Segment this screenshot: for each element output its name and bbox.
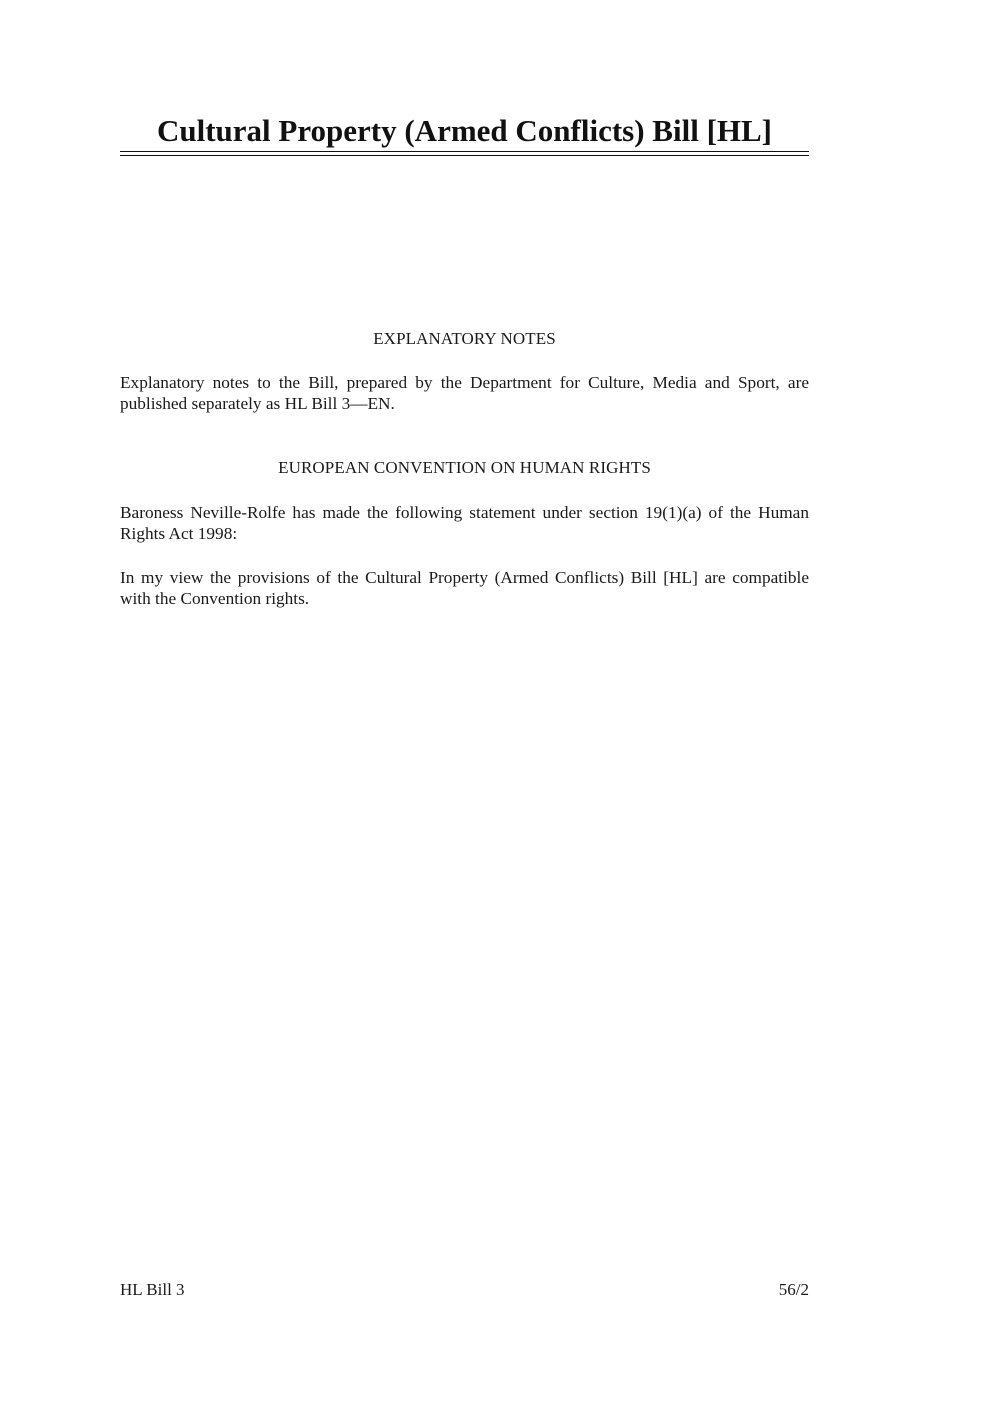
section-heading-explanatory-notes: EXPLANATORY NOTES (373, 329, 556, 348)
echr-statement-intro: Baroness Neville-Rolfe has made the following statement under section 19(1)(a) of the Human Rights Act 1998: (120, 503, 809, 543)
title-rule-upper (120, 151, 809, 152)
echr-statement-compatibility: In my view the provisions of the Cultural Property (Armed Conflicts) Bill [HL] are compatible with the Convention rights. (120, 568, 809, 608)
title-rule-lower (120, 155, 809, 156)
footer-bill-number: HL Bill 3 (120, 1280, 185, 1299)
bill-title: Cultural Property (Armed Conflicts) Bill [HL] (156, 113, 773, 148)
footer-reference: 56/2 (778, 1280, 809, 1299)
section-heading-echr: EUROPEAN CONVENTION ON HUMAN RIGHTS (278, 458, 651, 477)
explanatory-notes-paragraph: Explanatory notes to the Bill, prepared by the Department for Culture, Media and Sport, are published separately as HL Bill 3—EN. (120, 373, 809, 413)
